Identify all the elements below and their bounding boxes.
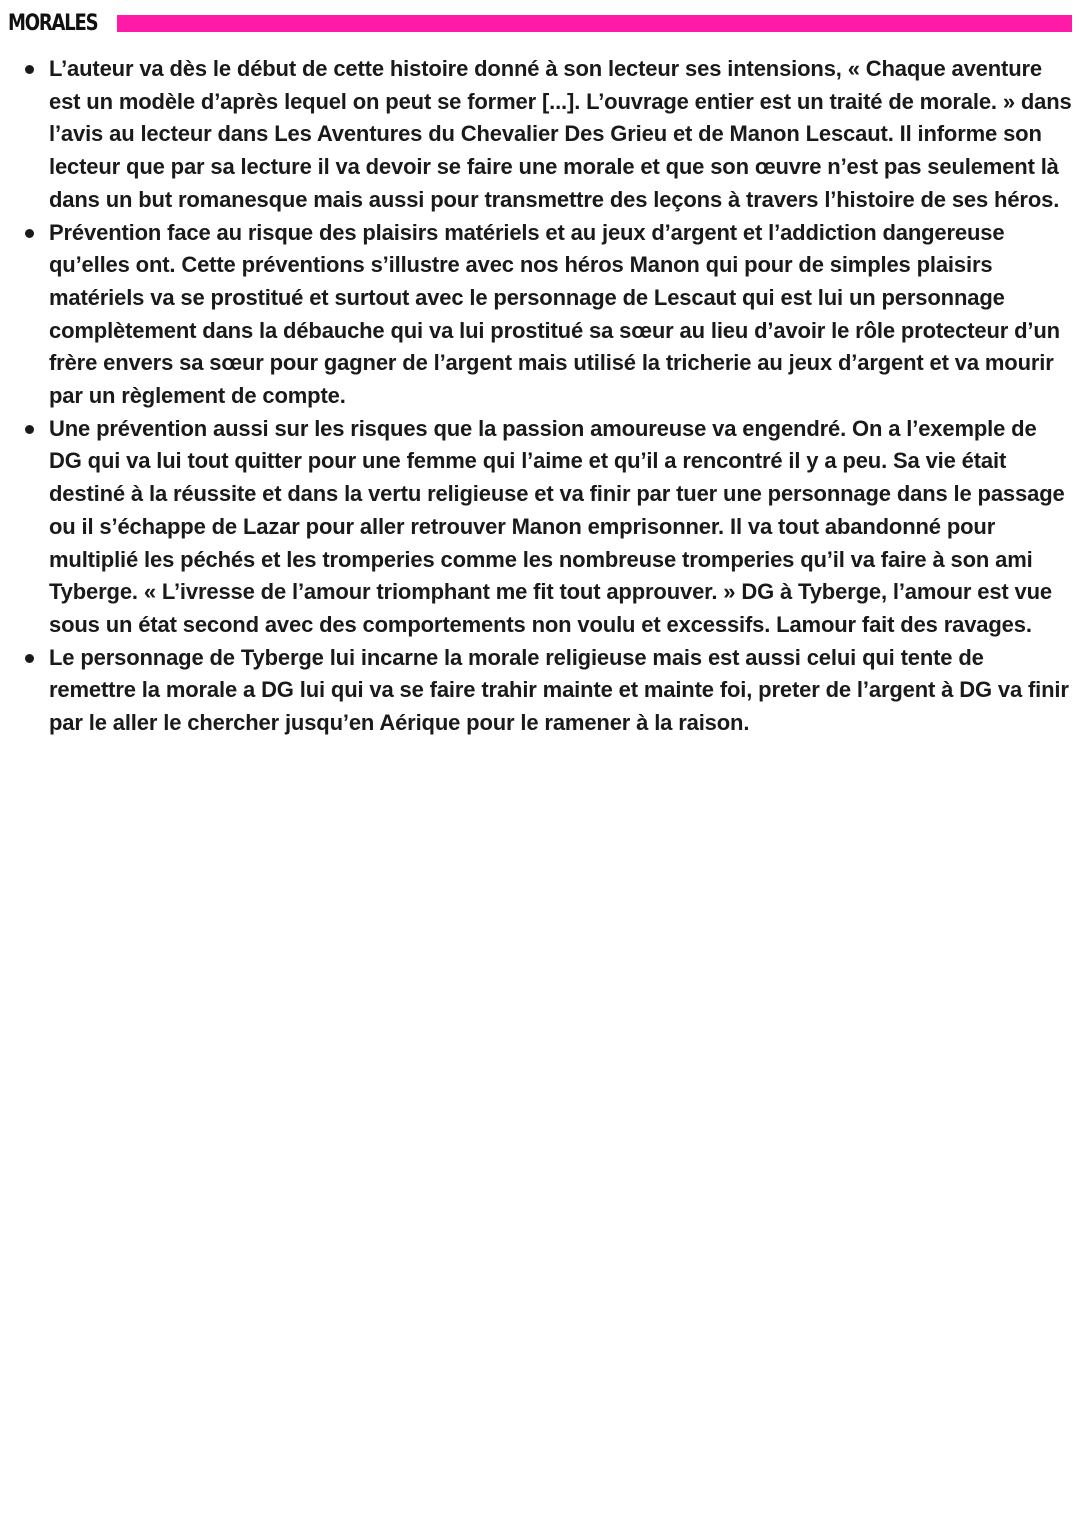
bullet-list	[22, 53, 1072, 740]
bullet-dot-icon	[25, 654, 34, 663]
bullet-dot-icon	[25, 425, 34, 434]
bullet-item-2	[22, 217, 1072, 413]
bullet-item-3	[22, 413, 1072, 642]
bullet-text-3: Une prévention aussi sur les risques que la passion amoureuse va engendré. On a l’exemple de DG qui va lui tout quitter pour une femme qui l’aime et qu’il a rencontré il y a peu. Sa vie était destiné à la réussite et dans la vertu religieuse et va finir par tuer une personnage dans le passage ou il s’échappe de Lazar pour aller retrouver Manon emprisonner. Il va tout abandonné pour multiplié les péchés et les tromperies comme les nombreuse tromperies qu’il va faire à son ami Tyberge. « L’ivresse de l’amour triomphant me fit tout approuver. » DG à Tyberge, l’amour est vue sous un état second avec des comportements non voulu et excessifs. Lamour fait des ravages.	[49, 415, 1065, 637]
bullet-text-2: Prévention face au risque des plaisirs matériels et au jeux d’argent et l’addiction dangereuse qu’elles ont. Cette préventions s’illustre avec nos héros Manon qui pour de simples plaisirs matériels va se prostitué et surtout avec le personnage de Lescaut qui est lui un personnage complètement dans la débauche qui va lui prostitué sa sœur au lieu d’avoir le rôle protecteur d’un frère envers sa sœur pour gagner de l’argent mais utilisé la tricherie au jeux d’argent et va mourir par un règlement de compte.	[49, 219, 1060, 409]
bullet-item-4	[22, 642, 1072, 740]
bullet-dot-icon	[25, 65, 34, 74]
bullet-dot-icon	[25, 229, 34, 238]
section-header	[8, 8, 1072, 38]
bullet-content	[22, 53, 1072, 740]
bullet-text-1: L’auteur va dès le début de cette histoire donné à son lecteur ses intensions, « Chaque aventure est un modèle d’après lequel on peut se former [...]. L’ouvrage entier est un traité de morale. » dans l’avis au lecteur dans Les Aventures du Chevalier Des Grieu et de Manon Lescaut. Il informe son lecteur que par sa lecture il va devoir se faire une morale et que son œuvre n’est pas seulement là dans un but romanesque mais aussi pour transmettre des leçons à travers l’histoire de ses héros.	[49, 56, 1072, 212]
bullet-text-4: Le personnage de Tyberge lui incarne la morale religieuse mais est aussi celui qui tente de remettre la morale a DG lui qui va se faire trahir mainte et mainte foi, preter de l’argent à DG va finir par le aller le chercher jusqu’en Aérique pour le ramener à la raison.	[49, 644, 1069, 736]
section-title: MORALES	[8, 10, 98, 36]
accent-bar	[117, 15, 1072, 32]
bullet-item-1	[22, 53, 1072, 217]
